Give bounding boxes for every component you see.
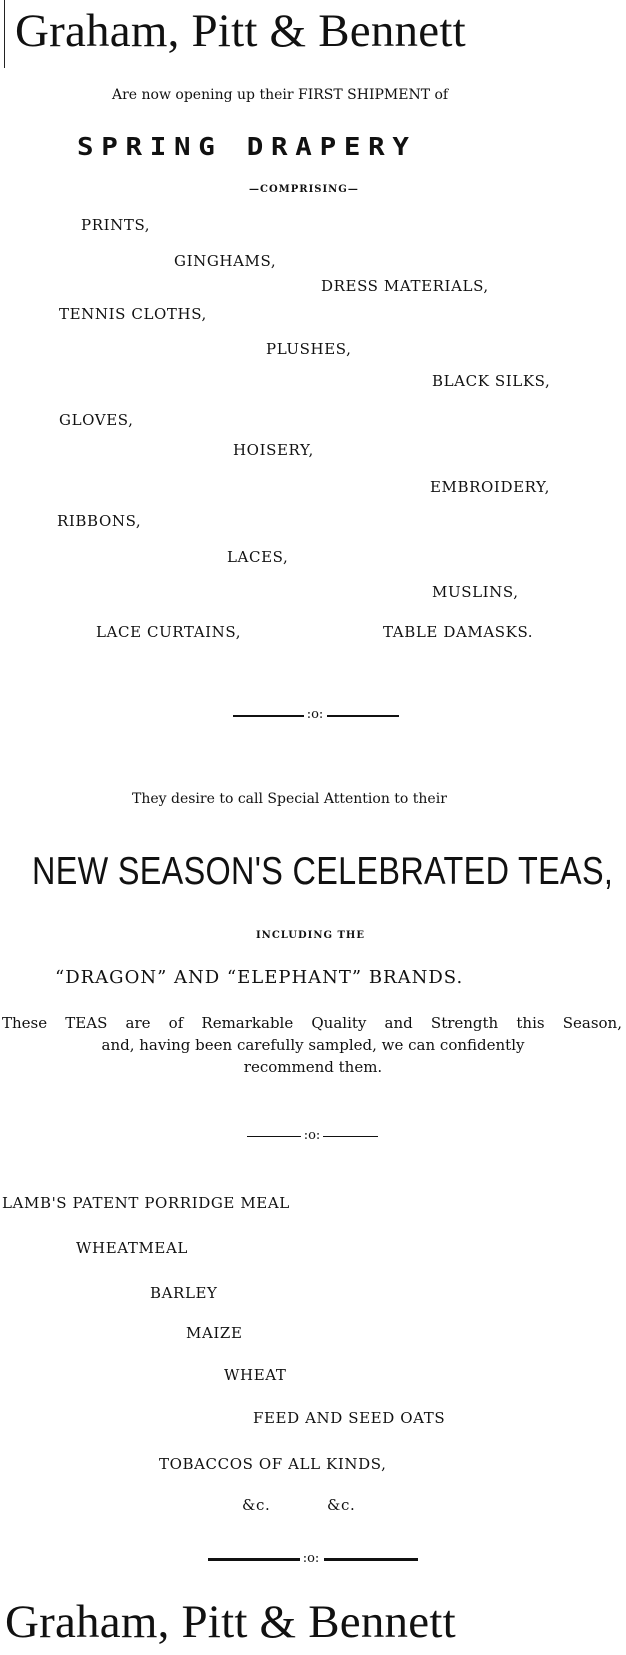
- column-border-rule: [4, 0, 5, 68]
- provision-item-maize: MAIZE: [186, 1324, 243, 1342]
- tea-lead-text: They desire to call Special Attention to their: [132, 791, 447, 807]
- divider-mark: :o:: [302, 1551, 320, 1566]
- divider-mark: :o:: [306, 707, 324, 722]
- comprising-subtitle: —COMPRISING—: [249, 184, 359, 195]
- drapery-item-laces: LACES,: [227, 548, 289, 566]
- drapery-item-embroidery: EMBROIDERY,: [430, 478, 550, 496]
- drapery-item-prints: PRINTS,: [81, 216, 151, 234]
- including-the-text: INCLUDING THE: [256, 930, 366, 941]
- drapery-item-dress-materials: DRESS MATERIALS,: [321, 277, 489, 295]
- provision-item-wheat: WHEAT: [224, 1366, 287, 1384]
- spring-drapery-title: SPRING DRAPERY: [77, 132, 417, 161]
- shipment-intro-text: Are now opening up their FIRST SHIPMENT of: [112, 87, 449, 103]
- section-divider-2: [247, 1128, 378, 1144]
- divider-mark: :o:: [303, 1128, 321, 1143]
- provision-item-porridge-meal: LAMB'S PATENT PORRIDGE MEAL: [2, 1194, 290, 1212]
- drapery-item-lace-curtains: LACE CURTAINS,: [96, 623, 242, 641]
- provision-item-barley: BARLEY: [150, 1284, 218, 1302]
- section-divider-1: [233, 707, 399, 723]
- provision-item-etc-left: &c.: [242, 1496, 271, 1514]
- provision-item-wheatmeal: WHEATMEAL: [76, 1239, 188, 1257]
- footer-firm-name: Graham, Pitt & Bennett: [5, 1596, 456, 1648]
- tea-description-line-2: and, having been carefully sampled, we can confidently: [101, 1036, 525, 1054]
- drapery-item-gloves: GLOVES,: [59, 411, 134, 429]
- provision-item-etc-right: &c.: [327, 1496, 356, 1514]
- drapery-item-tennis-cloths: TENNIS CLOTHS,: [59, 305, 207, 323]
- header-firm-name: Graham, Pitt & Bennett: [15, 5, 466, 57]
- provision-item-tobaccos: TOBACCOS OF ALL KINDS,: [159, 1455, 387, 1473]
- tea-description-line-1: These TEAS are of Remarkable Quality and Strength this Season,: [2, 1014, 622, 1032]
- tea-title: NEW SEASON'S CELEBRATED TEAS,: [32, 850, 614, 893]
- drapery-item-table-damasks: TABLE DAMASKS.: [383, 623, 534, 641]
- section-divider-3: [208, 1551, 418, 1567]
- provision-item-feed-seed-oats: FEED AND SEED OATS: [253, 1409, 446, 1427]
- drapery-item-ribbons: RIBBONS,: [57, 512, 142, 530]
- drapery-item-plushes: PLUSHES,: [266, 340, 352, 358]
- drapery-item-ginghams: GINGHAMS,: [174, 252, 277, 270]
- drapery-item-black-silks: BLACK SILKS,: [432, 372, 551, 390]
- tea-brands: “DRAGON” AND “ELEPHANT” BRANDS.: [55, 967, 464, 988]
- tea-description-line-3: recommend them.: [243, 1058, 383, 1076]
- drapery-item-muslins: MUSLINS,: [432, 583, 519, 601]
- drapery-item-hoisery: HOISERY,: [233, 441, 314, 459]
